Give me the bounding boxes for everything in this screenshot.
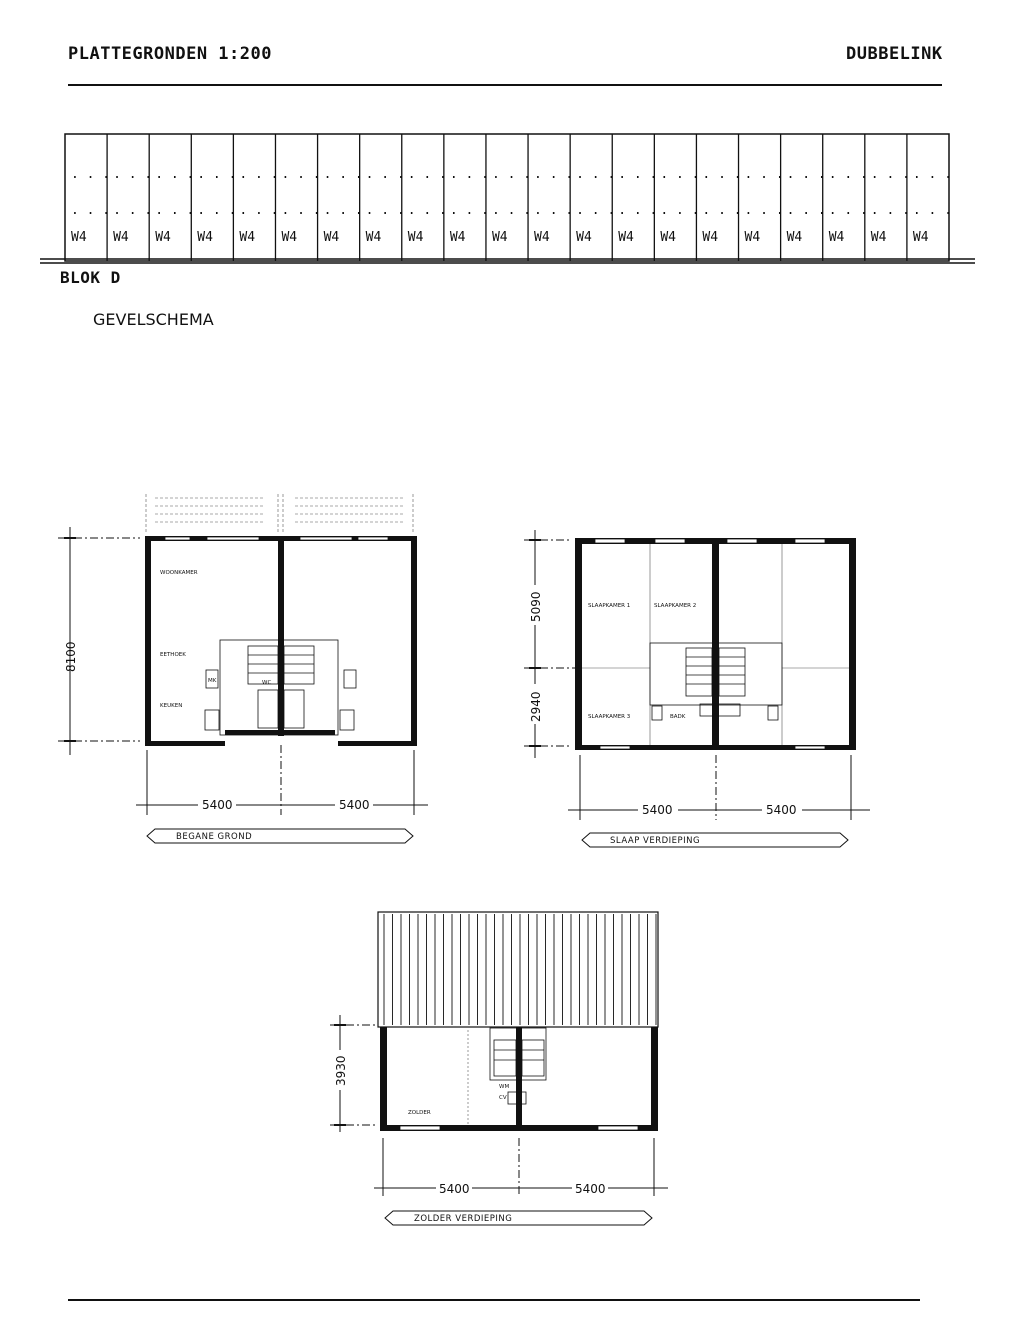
unit-dots: . . .	[618, 167, 658, 182]
unit-dots: . . .	[407, 167, 447, 182]
unit-label-w4: W4	[113, 230, 129, 245]
unit-dots: . . .	[744, 167, 784, 182]
unit-dots: . . .	[239, 203, 279, 218]
unit-label-w4: W4	[323, 230, 340, 245]
dim-attic-width-right: 5400	[575, 1182, 606, 1196]
caption-slaap-verdieping: SLAAP VERDIEPING	[610, 836, 701, 846]
unit-dots: . . .	[702, 167, 742, 182]
room-cv: CV	[499, 1095, 507, 1101]
room-badk: BADK	[670, 714, 686, 720]
unit-dots: . . .	[197, 167, 237, 182]
unit-dots: . . .	[912, 203, 953, 218]
room-eethoek: EETHOEK	[160, 652, 186, 658]
unit-dots: . . .	[281, 203, 321, 218]
unit-label-w4: W4	[491, 230, 508, 245]
unit-dots: . . .	[576, 203, 616, 218]
unit-dots: . . .	[870, 203, 910, 218]
dim-ground-depth: 8100	[64, 641, 78, 672]
page-title: PLATTEGRONDEN 1:200	[68, 44, 272, 64]
unit-dots: . . .	[281, 167, 321, 182]
gevelschema-label: GEVELSCHEMA	[93, 310, 214, 329]
unit-dots: . . .	[618, 203, 658, 218]
unit-label-w4: W4	[281, 230, 298, 245]
unit-dots: . . .	[197, 203, 237, 218]
unit-dots: . . .	[660, 167, 700, 182]
unit-dots: . . .	[449, 203, 489, 218]
unit-dots: . . .	[407, 203, 447, 218]
unit-label-w4: W4	[155, 230, 171, 245]
dim-sleep-width-right: 5400	[766, 803, 797, 817]
unit-dots: . . .	[155, 203, 195, 218]
unit-dots: . . .	[534, 203, 574, 218]
unit-label-w4: W4	[786, 230, 803, 245]
dim-ground-width-left: 5400	[202, 798, 233, 812]
unit-label-w4: W4	[407, 230, 424, 245]
dim-ground-width-right: 5400	[339, 798, 370, 812]
unit-dots: . . .	[71, 203, 111, 218]
unit-dots: . . .	[576, 167, 616, 182]
unit-dots: . . .	[744, 203, 784, 218]
unit-dots: . . .	[828, 167, 868, 182]
room-wc: WC	[262, 680, 272, 686]
unit-dots: . . .	[113, 203, 153, 218]
unit-dots: . . .	[828, 203, 868, 218]
unit-dots: . . .	[786, 203, 826, 218]
dim-sleep-back: 2940	[529, 691, 543, 722]
room-slaapkamer-2: SLAAPKAMER 2	[654, 603, 697, 609]
block-label: BLOK D	[60, 268, 121, 287]
dim-attic-width-left: 5400	[439, 1182, 470, 1196]
project-name: DUBBELINK	[846, 44, 943, 64]
unit-label-w4: W4	[239, 230, 256, 245]
unit-label-w4: W4	[828, 230, 845, 245]
unit-dots: . . .	[660, 203, 700, 218]
dim-sleep-front: 5090	[529, 591, 543, 622]
unit-dots: . . .	[491, 203, 532, 218]
unit-dots: . . .	[702, 203, 742, 218]
gevel-strip	[40, 134, 975, 263]
room-zolder: ZOLDER	[408, 1110, 431, 1116]
unit-dots: . . .	[870, 167, 910, 182]
unit-dots: . . .	[449, 167, 489, 182]
unit-label-w4: W4	[71, 230, 87, 245]
plan-slaap-verdieping	[524, 530, 870, 847]
unit-label-w4: W4	[744, 230, 761, 245]
room-wm: WM	[499, 1084, 510, 1090]
unit-label-w4: W4	[702, 230, 719, 245]
room-slaapkamer-3: SLAAPKAMER 3	[588, 714, 631, 720]
unit-dots: . . .	[239, 167, 279, 182]
dim-attic-depth: 3930	[334, 1055, 348, 1086]
unit-dots: . . .	[534, 167, 574, 182]
unit-label-w4: W4	[660, 230, 676, 245]
unit-label-w4: W4	[912, 230, 929, 245]
unit-label-w4: W4	[534, 230, 550, 245]
unit-dots: . . .	[323, 203, 363, 218]
unit-dots: . . .	[491, 167, 532, 182]
unit-label-w4: W4	[870, 230, 887, 245]
unit-dots: . . .	[323, 167, 363, 182]
plan-zolder-verdieping	[330, 912, 668, 1225]
room-slaapkamer-1: SLAAPKAMER 1	[588, 603, 631, 609]
room-mk: MK	[208, 678, 217, 684]
dim-sleep-width-left: 5400	[642, 803, 673, 817]
unit-label-w4: W4	[197, 230, 213, 245]
unit-dots: . . .	[365, 203, 405, 218]
unit-label-w4: W4	[365, 230, 382, 245]
unit-dots: . . .	[155, 167, 195, 182]
unit-label-w4: W4	[449, 230, 466, 245]
room-woonkamer: WOONKAMER	[160, 570, 198, 576]
unit-label-w4: W4	[576, 230, 592, 245]
unit-dots: . . .	[786, 167, 826, 182]
unit-dots: . . .	[365, 167, 405, 182]
caption-zolder-verdieping: ZOLDER VERDIEPING	[414, 1214, 513, 1224]
unit-dots: . . .	[912, 167, 953, 182]
room-keuken: KEUKEN	[160, 703, 183, 709]
unit-dots: . . .	[71, 167, 111, 182]
caption-begane-grond: BEGANE GROND	[176, 832, 253, 842]
unit-label-w4: W4	[618, 230, 634, 245]
plan-begane-grond	[58, 494, 428, 843]
unit-dots: . . .	[113, 167, 153, 182]
